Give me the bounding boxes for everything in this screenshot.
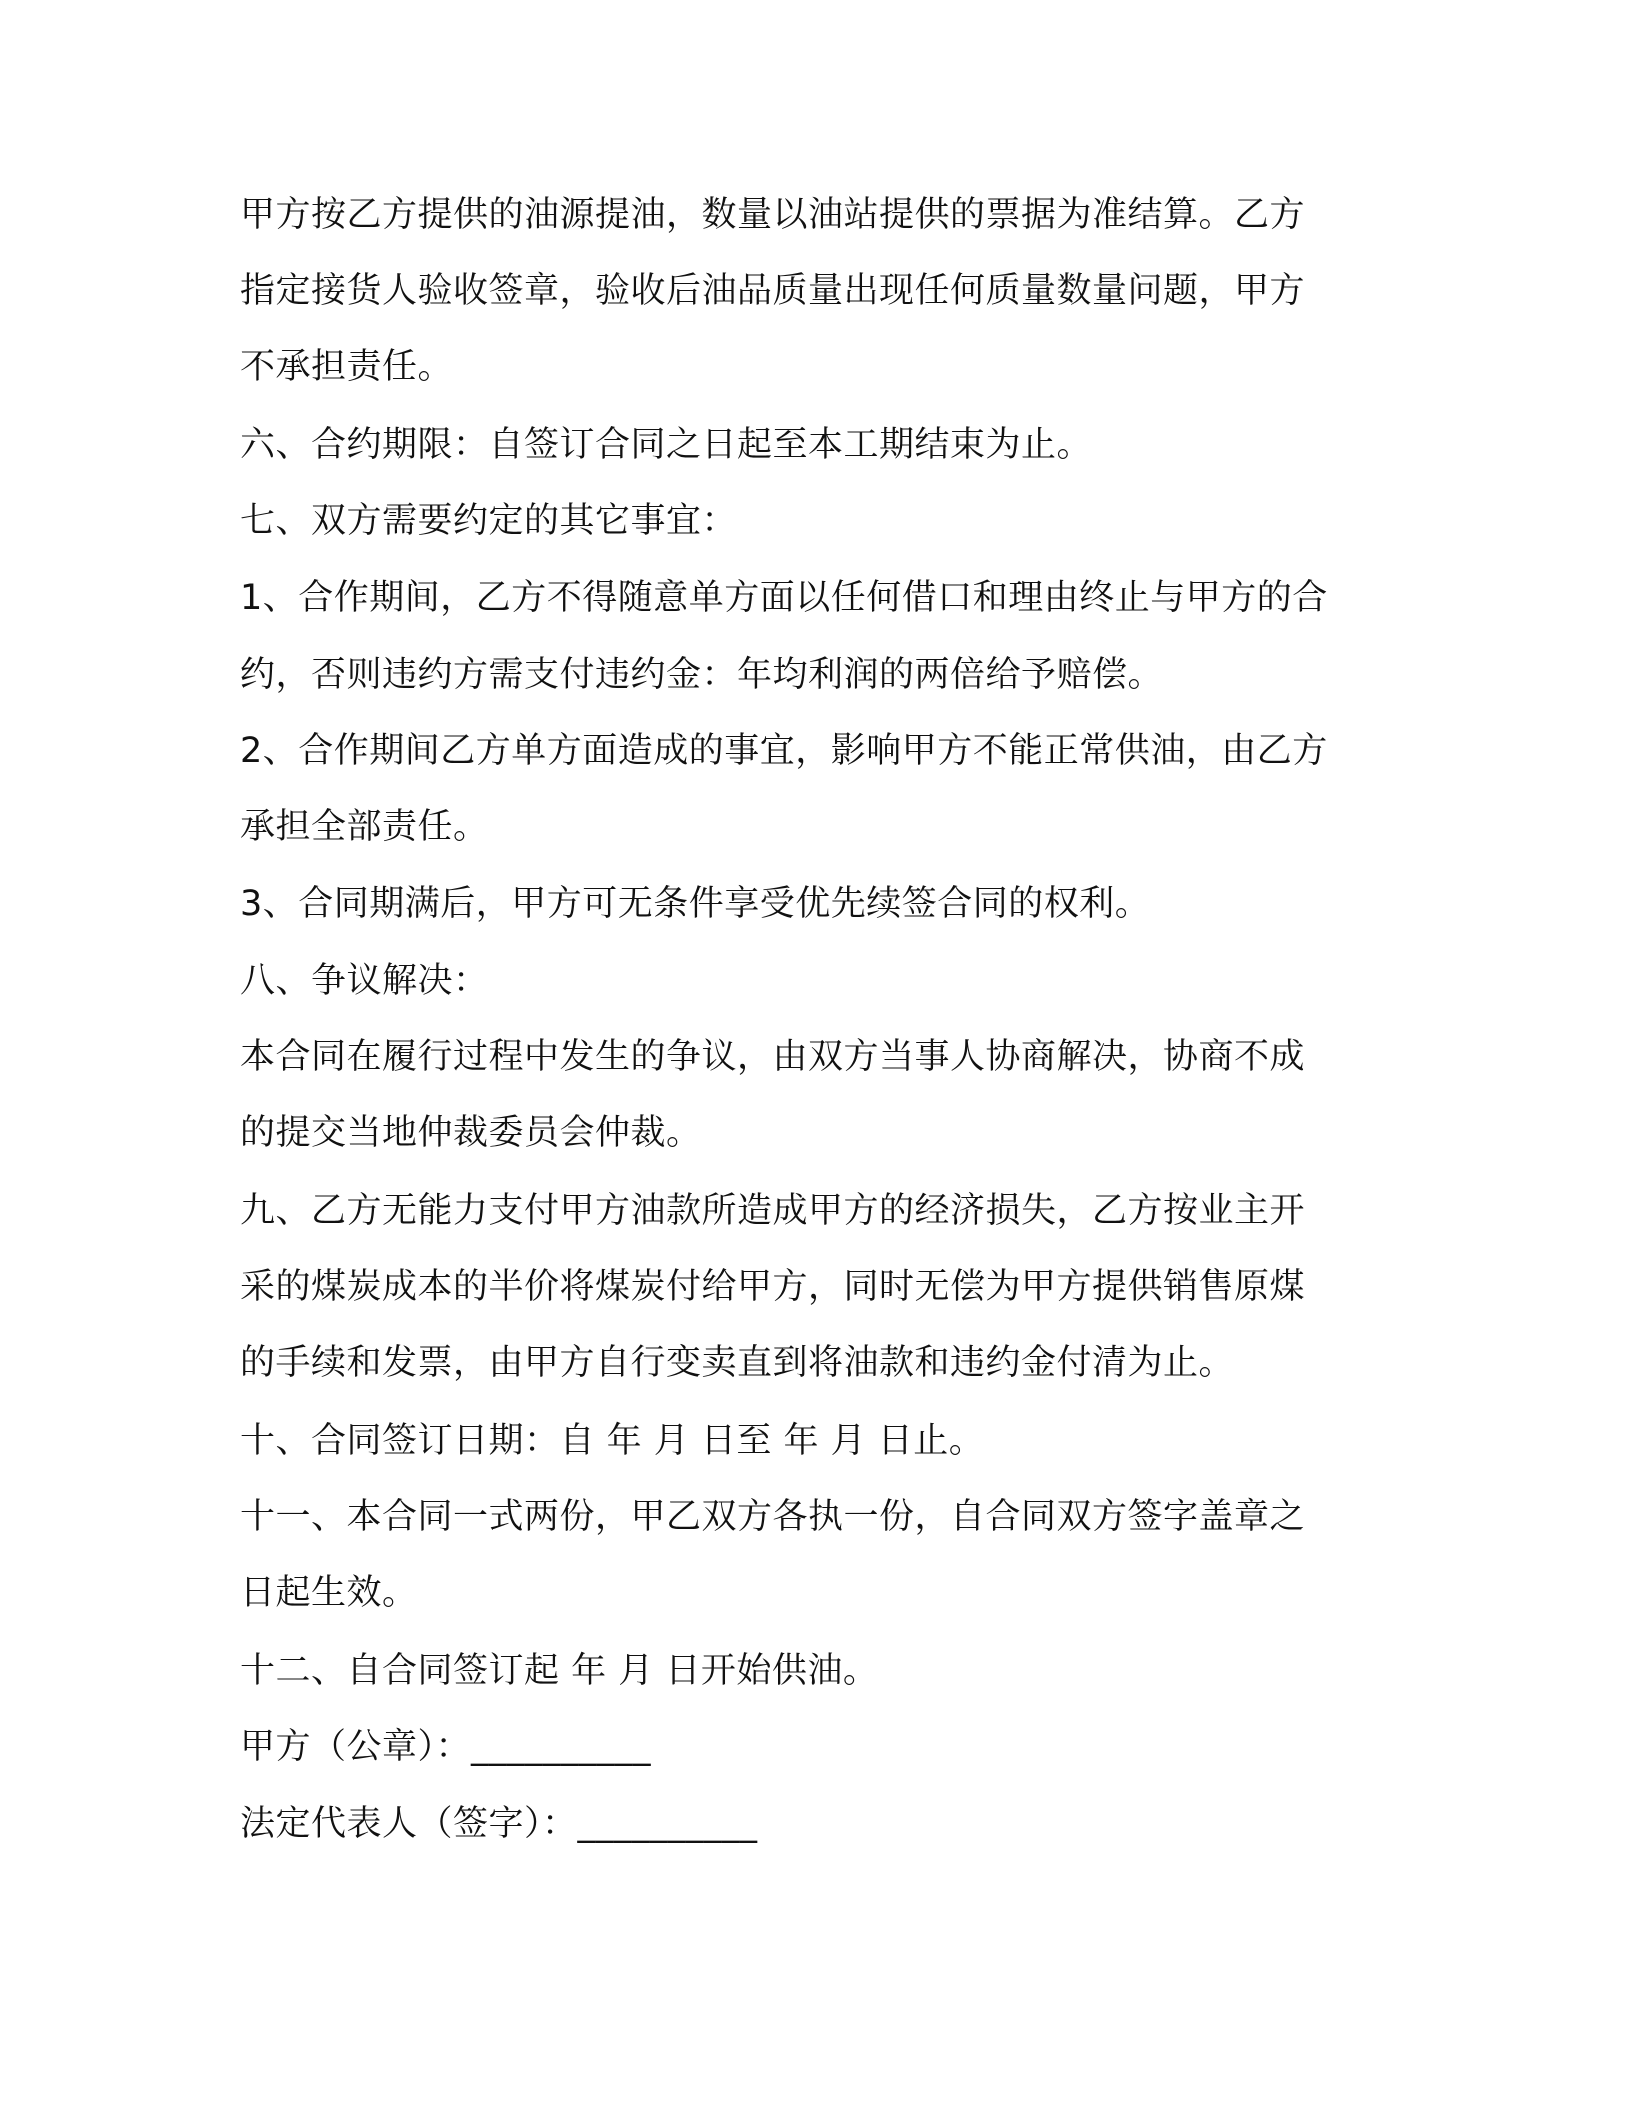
- clause-11: 十一、本合同一式两份，甲乙双方各执一份，自合同双方签字盖章之: [240, 1497, 1306, 1537]
- clause-7-item-2: 2、合作期间乙方单方面造成的事宜，影响甲方不能正常供油，由乙方: [240, 731, 1328, 771]
- party-a-seal-line: 甲方（公章）：__________: [240, 1727, 652, 1767]
- clause-7-item-1: 1、合作期间，乙方不得随意单方面以任何借口和理由终止与甲方的合: [240, 578, 1328, 618]
- text-line: 不承担责任。: [240, 347, 454, 387]
- clause-8-heading: 八、争议解决：: [240, 961, 489, 1001]
- clause-8-body: 本合同在履行过程中发生的争议，由双方当事人协商解决，协商不成: [240, 1037, 1306, 1077]
- clause-9: 九、乙方无能力支付甲方油款所造成甲方的经济损失，乙方按业主开: [240, 1191, 1306, 1231]
- text-line: 承担全部责任。: [240, 807, 489, 847]
- clause-7-item-3: 3、合同期满后，甲方可无条件享受优先续签合同的权利。: [240, 884, 1151, 924]
- clause-12: 十二、自合同签订起 年 月 日开始供油。: [240, 1651, 879, 1691]
- text-line: 约，否则违约方需支付违约金：年均利润的两倍给予赔偿。: [240, 655, 1164, 695]
- text-line: 的提交当地仲裁委员会仲裁。: [240, 1113, 702, 1153]
- clause-10: 十、合同签订日期：自 年 月 日至 年 月 日止。: [240, 1421, 985, 1461]
- clause-6: 六、合约期限：自签订合同之日起至本工期结束为止。: [240, 425, 1093, 465]
- text-line: 的手续和发票，由甲方自行变卖直到将油款和违约金付清为止。: [240, 1343, 1235, 1383]
- text-line: 日起生效。: [240, 1573, 418, 1613]
- text-line: 采的煤炭成本的半价将煤炭付给甲方，同时无偿为甲方提供销售原煤: [240, 1267, 1306, 1307]
- text-line: 指定接货人验收签章，验收后油品质量出现任何质量数量问题，甲方: [240, 271, 1306, 311]
- clause-7-heading: 七、双方需要约定的其它事宜：: [240, 501, 738, 541]
- legal-rep-signature-line: 法定代表人（签字）：__________: [240, 1804, 758, 1844]
- text-line: 甲方按乙方提供的油源提油，数量以油站提供的票据为准结算。乙方: [240, 195, 1306, 235]
- document-page: [240, 0, 1400, 2112]
